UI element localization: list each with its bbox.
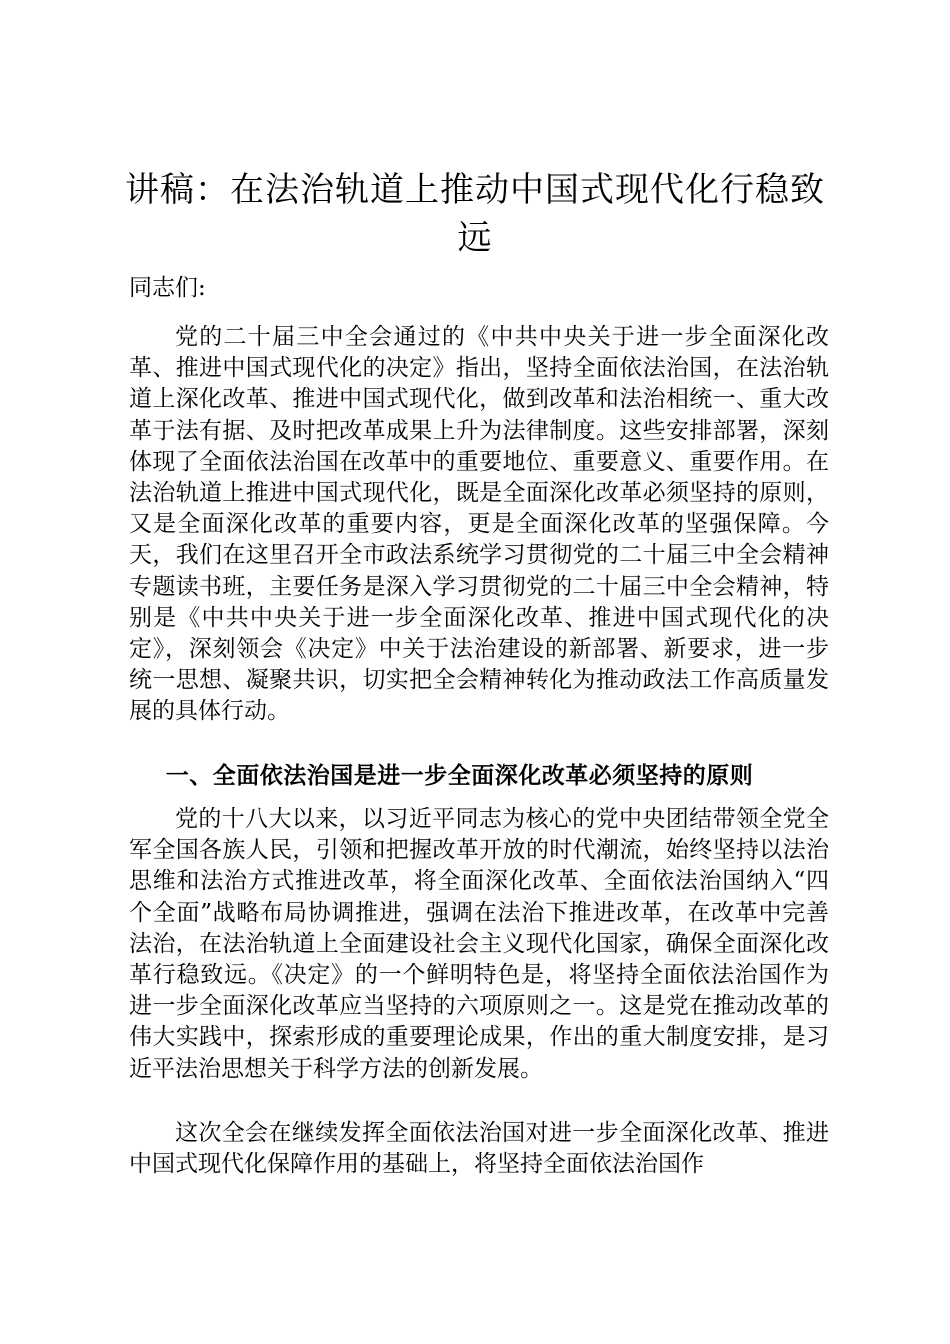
body-paragraph-3: 这次全会在继续发挥全面依法治国对进一步全面深化改革、推进中国式现代化保障作用的基础上，将坚持全面依法治国作 bbox=[129, 1120, 829, 1178]
body-paragraph-1: 党的二十届三中全会通过的《中共中央关于进一步全面深化改革、推进中国式现代化的决定》指出，坚持全面依法治国，在法治轨道上深化改革、推进中国式现代化，做到改革和法治相统一、重大改革于法有据、及时把改革成果上升为法律制度。这些安排部署，深刻体现了全面依法治国在改革中的重要地位、重要意义、重要作用。在法治轨道上推进中国式现代化，既是全面深化改革必须坚持的原则，又是全面深化改革的重要内容，更是全面深化改革的坚强保障。今天，我们在这里召开全市政法系统学习贯彻党的二十届三中全会精神专题读书班，主要任务是深入学习贯彻党的二十届三中全会精神，特别是《中共中央关于进一步全面深化改革、推进中国式现代化的决定》，深刻领会《决定》中关于法治建设的新部署、新要求，进一步统一思想、凝聚共识，切实把全会精神转化为推动政法工作高质量发展的具体行动。 bbox=[129, 324, 829, 725]
document-title: 讲稿：在法治轨道上推动中国式现代化行稳致远 bbox=[125, 170, 825, 258]
body-paragraph-2: 党的十八大以来，以习近平同志为核心的党中央团结带领全党全军全国各族人民，引领和把握改革开放的时代潮流，始终坚持以法治思维和法治方式推进改革，将全面深化改革、全面依法治国纳入“四个全面”战略布局协调推进，强调在法治下推进改革，在改革中完善法治，在法治轨道上全面建设社会主义现代化国家，确保全面深化改革行稳致远。《决定》的一个鲜明特色是，将坚持全面依法治国作为进一步全面深化改革应当坚持的六项原则之一。这是党在推动改革的伟大实践中，探索形成的重要理论成果，作出的重大制度安排，是习近平法治思想关于科学方法的创新发展。 bbox=[129, 806, 829, 1082]
section-heading-1: 一、全面依法治国是进一步全面深化改革必须坚持的原则 bbox=[165, 762, 754, 789]
salutation: 同志们: bbox=[129, 275, 206, 301]
